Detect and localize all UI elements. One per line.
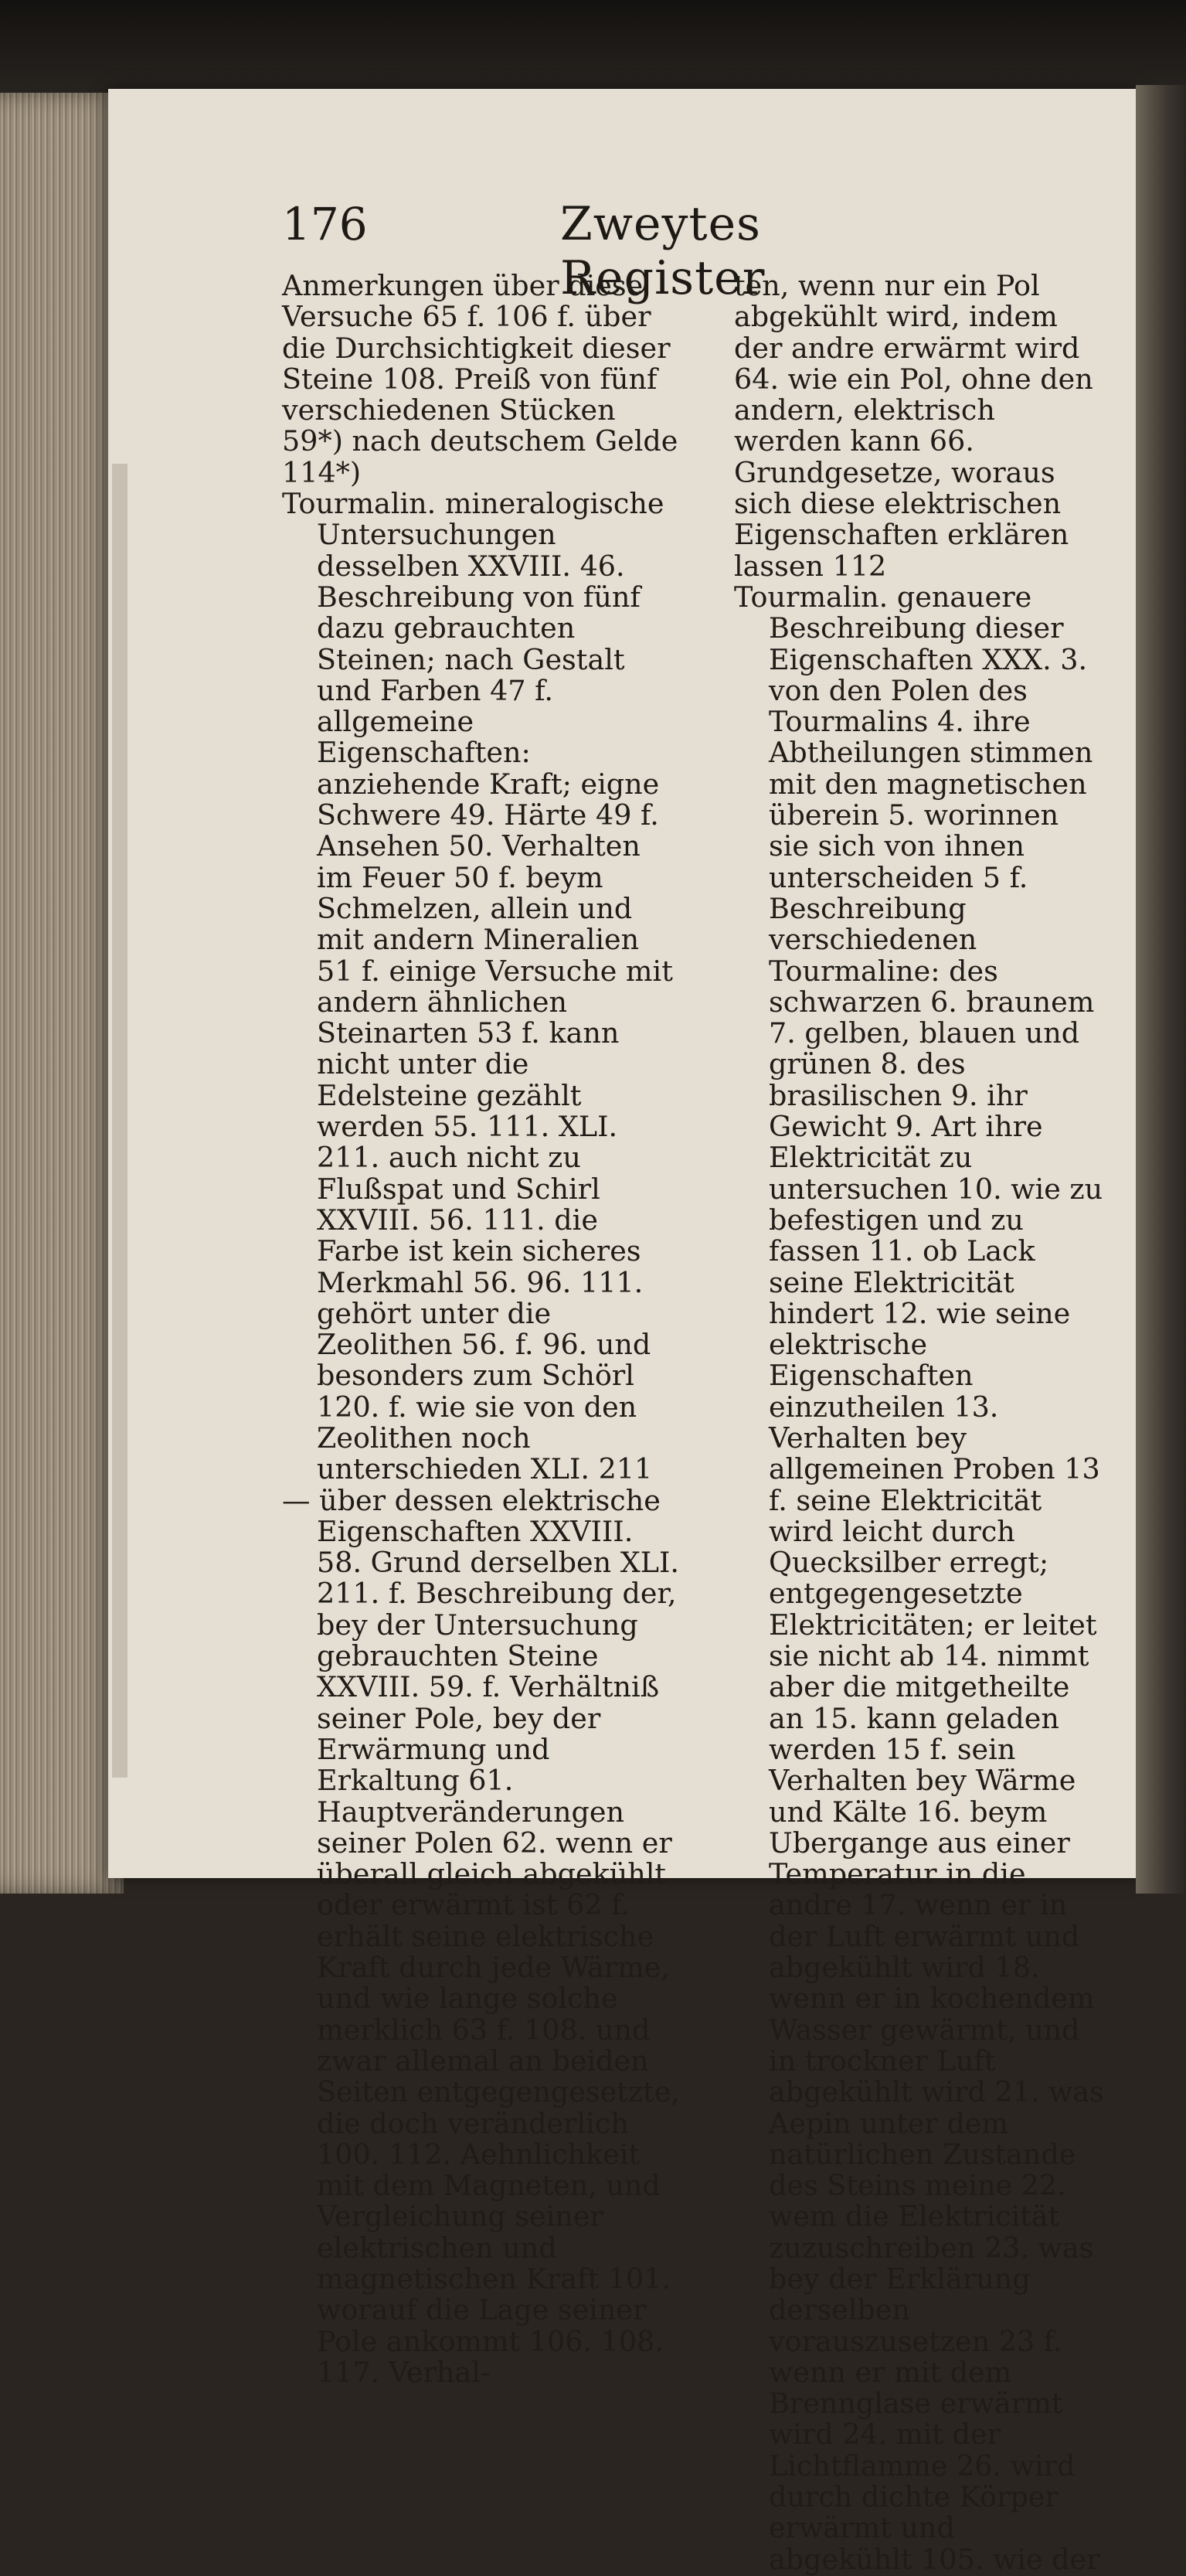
index-entry-continuation: ten, wenn nur ein Pol abgekühlt wird, indem der andre erwärmt wird 64. wie ein Pol, ohne den andern, elektrisch werden kann 66. Grundgesetze, woraus sich diese elektrischen Eigenschaften erklären lassen 112 bbox=[734, 269, 1093, 583]
page-shadow bbox=[112, 464, 127, 1778]
page-edges-right bbox=[1136, 85, 1186, 1894]
index-entry: Tourmalin. mineralogische Untersuchungen desselben XXVIII. 46. Beschreibung von fünf dazu gebrauchten Steinen; nach Gestalt und Farben 47 f. allgemeine Eigenschaften: anziehende Kraft; eigne Schwere 49. Härte 49 f. Ansehen 50. Verhalten im Feuer 50 f. beym Schmelzen, allein und mit andern Mineralien 51 f. einige Versuche mit andern ähnlichen Steinarten 53 f. kann nicht unter die Edelsteine gezählt werden 55. 111. XLI. 211. auch nicht zu Flußspat und Schirl XXVIII. 56. 111. die Farbe ist kein sicheres Merkmahl 56. 96. 111. gehört unter die Zeolithen 56. f. 96. und besonders zum Schörl 120. f. wie sie von den Zeolithen noch unterschieden XLI. 211 bbox=[282, 487, 673, 1486]
left-column bbox=[282, 271, 684, 2388]
right-column bbox=[734, 271, 1105, 2575]
index-entry-continuation: Anmerkungen über diese Versuche 65 f. 106 f. über die Durchsichtigkeit dieser Steine 108. Preiß von fünf verschiedenen Stücken 59*) nach deutschem Gelde 114*) bbox=[282, 269, 678, 489]
index-entry: Tourmalin. genauere Beschreibung dieser Eigenschaften XXX. 3. von den Polen des Tourmalins 4. ihre Abtheilungen stimmen mit den magnetischen überein 5. worinnen sie sich von ihnen unterscheiden 5 f. Beschreibung verschiedenen Tourmaline: des schwarzen 6. braunem 7. gelben, blauen und grünen 8. des brasilischen 9. ihr Gewicht 9. Art ihre Elektricität zu untersuchen 10. wie zu befestigen und zu fassen 11. ob Lack seine Elektricität hindert 12. wie seine elektrische Eigenschaften einzutheilen 13. Verhalten bey allgemeinen Proben 13 f. seine Elektricität wird leicht durch Quecksilber erregt; entgegengesetzte Elektricitäten; er leitet sie nicht ab 14. nimmt aber die mitgetheilte an 15. kann geladen werden 15 f. sein Verhalten bey Wärme und Kälte 16. beym Ubergange aus einer Temperatur in die andre 17. wenn er in der Luft erwärmt und abgekühlt wird 18. wenn er in kochendem Wasser gewärmt, und in trockner Luft abgekühlt wird 21. was Aepin unter dem natürlichen Zustande des Steins meine 22. wem die Elektricität zuzuschreiben 23. was bey der Erklärung derselben vorauszusetzen 23 f. wenn er mit dem Brennglase erwärmt wird 24. mit der Lichtflamme 26. wird durch dichte Körper erwärmt und abgekühlt 105. wie der bbox=[734, 580, 1104, 2576]
page-number: 176 bbox=[282, 198, 368, 250]
page-header bbox=[282, 197, 854, 305]
index-entry: — über dessen elektrische Eigenschaften XXVIII. 58. Grund derselben XLI. 211. f. Beschreibung der, bey der Untersuchung gebrauchten Steine XXVIII. 59. f. Verhältniß seiner Pole, bey der Erwärmung und Erkaltung 61. Hauptveränderungen seiner Polen 62. wenn er überall gleich abgekühlt oder erwärmt ist 62 f. erhält seine elektrische Kraft durch jede Wärme, und wie lange solche merklich 63 f. 108. und zwar allemal an beiden Seiten entgegengesetzte, die doch veränderlich 100. 112. Aehnlichkeit mit dem Magneten, und Vergleichung seiner elektrischen und magnetischen Kraft 101. worauf die Lage seiner Pole ankommt 106. 108. 117. Verhal- bbox=[282, 1483, 680, 2389]
page-edges-left bbox=[0, 93, 124, 1894]
running-title: Zweytes Register bbox=[560, 197, 766, 305]
